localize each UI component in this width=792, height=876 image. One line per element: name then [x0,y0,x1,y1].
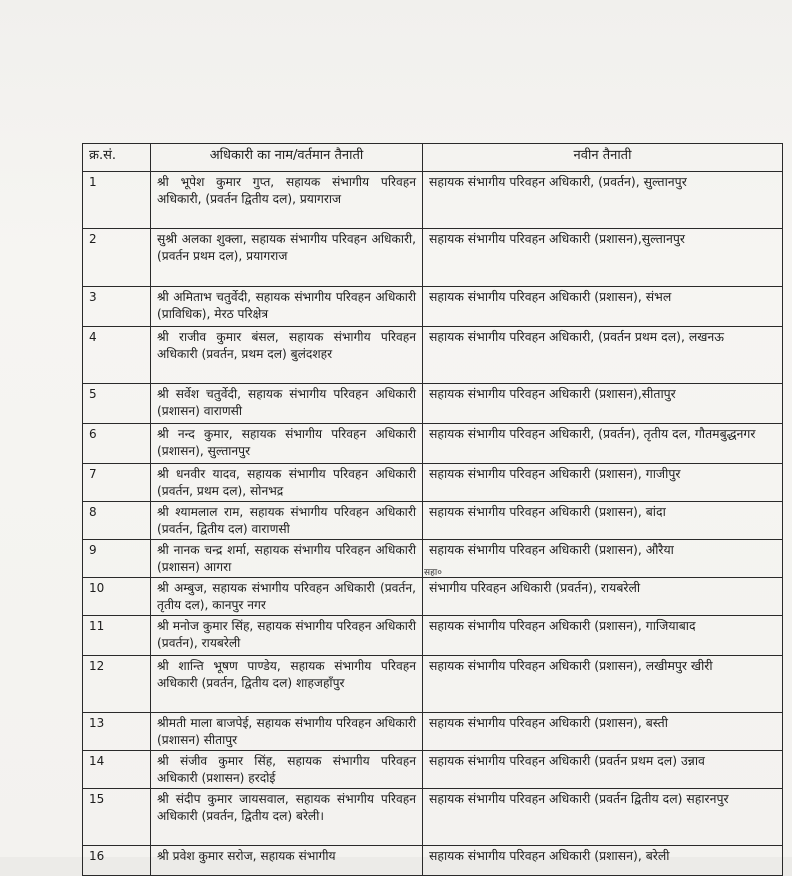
officer-cell: श्री नानक चन्द्र शर्मा, सहायक संभागीय परिवहन अधिकारी (प्रशासन) आगरा [151,540,423,578]
officer-cell: सुश्री अलका शुक्ला, सहायक संभागीय परिवहन अधिकारी, (प्रवर्तन प्रथम दल), प्रयागराज [151,229,423,287]
header-serial: क्र.सं. [83,144,151,172]
table-row [83,502,783,540]
serial-cell: 15 [83,789,151,846]
serial-cell: 2 [83,229,151,287]
new-posting-cell: सहायक संभागीय परिवहन अधिकारी (प्रवर्तन प्रथम दल) उन्नाव [423,751,783,789]
transfer-table [82,143,783,876]
serial-cell: 3 [83,287,151,327]
table-row [83,846,783,876]
table-row [83,424,783,464]
serial-cell: 8 [83,502,151,540]
officer-cell: श्री मनोज कुमार सिंह, सहायक संभागीय परिवहन अधिकारी (प्रवर्तन), रायबरेली [151,616,423,656]
table-row [83,172,783,229]
serial-cell: 5 [83,384,151,424]
new-posting-cell: सहायक संभागीय परिवहन अधिकारी, (प्रवर्तन), सुल्तानपुर [423,172,783,229]
new-posting-cell: सहायक संभागीय परिवहन अधिकारी, (प्रवर्तन प्रथम दल), लखनऊ [423,327,783,384]
handwritten-note: सहा० [424,568,442,578]
new-posting-cell: सहायक संभागीय परिवहन अधिकारी (प्रशासन), बस्ती [423,713,783,751]
table-row [83,656,783,713]
new-posting-cell: सहायक संभागीय परिवहन अधिकारी, (प्रवर्तन), तृतीय दल, गौतमबुद्धनगर [423,424,783,464]
officer-cell: श्रीमती माला बाजपेई, सहायक संभागीय परिवहन अधिकारी (प्रशासन) सीतापुर [151,713,423,751]
serial-cell: 13 [83,713,151,751]
serial-cell: 12 [83,656,151,713]
table-header-row [83,144,783,172]
new-posting-cell: सहायक संभागीय परिवहन अधिकारी (प्रशासन),सीतापुर [423,384,783,424]
new-posting-cell: सहायक संभागीय परिवहन अधिकारी (प्रशासन), लखीमपुर खीरी [423,656,783,713]
officer-cell: श्री अम्बुज, सहायक संभागीय परिवहन अधिकारी (प्रवर्तन, तृतीय दल), कानपुर नगर [151,578,423,616]
officer-cell: श्री संजीव कुमार सिंह, सहायक संभागीय परिवहन अधिकारी (प्रशासन) हरदोई [151,751,423,789]
new-posting-cell: सहायक संभागीय परिवहन अधिकारी (प्रशासन), औरैया [423,540,783,578]
table-row [83,229,783,287]
officer-cell: श्री सर्वेश चतुर्वेदी, सहायक संभागीय परिवहन अधिकारी (प्रशासन) वाराणसी [151,384,423,424]
table-row [83,578,783,616]
serial-cell: 1 [83,172,151,229]
officer-cell: श्री नन्द कुमार, सहायक संभागीय परिवहन अधिकारी (प्रशासन), सुल्तानपुर [151,424,423,464]
serial-cell: 7 [83,464,151,502]
officer-cell: श्री शान्ति भूषण पाण्डेय, सहायक संभागीय परिवहन अधिकारी (प्रवर्तन, द्वितीय दल) शाहजहाँपुर [151,656,423,713]
new-posting-cell: संभागीय परिवहन अधिकारी (प्रवर्तन), रायबरेली [423,578,783,616]
officer-cell: श्री राजीव कुमार बंसल, सहायक संभागीय परिवहन अधिकारी (प्रवर्तन, प्रथम दल) बुलंदशहर [151,327,423,384]
officer-cell: श्री संदीप कुमार जायसवाल, सहायक संभागीय परिवहन अधिकारी (प्रवर्तन, द्वितीय दल) बरेली। [151,789,423,846]
table-row [83,616,783,656]
new-posting-cell: सहायक संभागीय परिवहन अधिकारी (प्रशासन), बांदा [423,502,783,540]
table-row [83,713,783,751]
new-posting-cell: सहायक संभागीय परिवहन अधिकारी (प्रवर्तन द्वितीय दल) सहारनपुर [423,789,783,846]
table-row [83,327,783,384]
new-posting-cell: सहायक संभागीय परिवहन अधिकारी (प्रशासन), बरेली [423,846,783,876]
new-posting-cell: सहायक संभागीय परिवहन अधिकारी (प्रशासन),सुल्तानपुर [423,229,783,287]
serial-cell: 6 [83,424,151,464]
serial-cell: 9 [83,540,151,578]
new-posting-cell: सहायक संभागीय परिवहन अधिकारी (प्रशासन), गाजीपुर [423,464,783,502]
table-row [83,789,783,846]
table-row [83,751,783,789]
officer-cell: श्री श्यामलाल राम, सहायक संभागीय परिवहन अधिकारी (प्रवर्तन, द्वितीय दल) वाराणसी [151,502,423,540]
serial-cell: 16 [83,846,151,876]
officer-cell: श्री अमिताभ चतुर्वेदी, सहायक संभागीय परिवहन अधिकारी (प्राविधिक), मेरठ परिक्षेत्र [151,287,423,327]
new-posting-cell: सहायक संभागीय परिवहन अधिकारी (प्रशासन), गाजियाबाद [423,616,783,656]
header-officer: अधिकारी का नाम/वर्तमान तैनाती [151,144,423,172]
officer-cell: श्री धनवीर यादव, सहायक संभागीय परिवहन अधिकारी (प्रवर्तन, प्रथम दल), सोनभद्र [151,464,423,502]
officer-cell: श्री भूपेश कुमार गुप्त, सहायक संभागीय परिवहन अधिकारी, (प्रवर्तन द्वितीय दल), प्रयागराज [151,172,423,229]
officer-cell: श्री प्रवेश कुमार सरोज, सहायक संभागीय [151,846,423,876]
table-row [83,384,783,424]
serial-cell: 10 [83,578,151,616]
serial-cell: 14 [83,751,151,789]
new-posting-cell: सहायक संभागीय परिवहन अधिकारी (प्रशासन), संभल [423,287,783,327]
table-row [83,287,783,327]
table-row [83,464,783,502]
serial-cell: 4 [83,327,151,384]
serial-cell: 11 [83,616,151,656]
header-new-posting: नवीन तैनाती [423,144,783,172]
